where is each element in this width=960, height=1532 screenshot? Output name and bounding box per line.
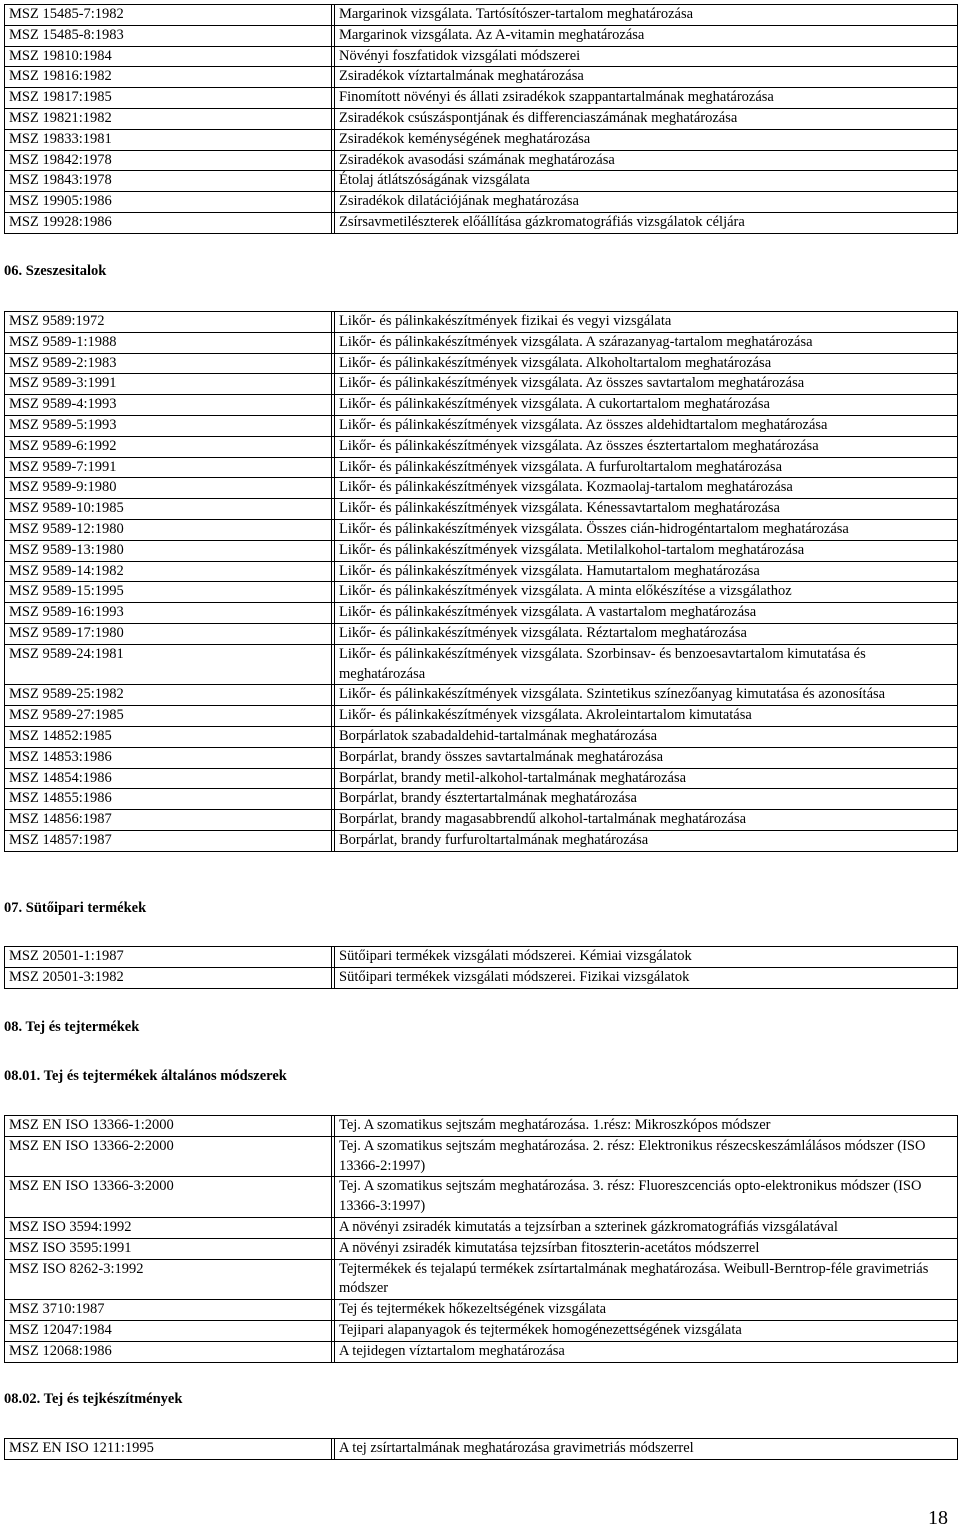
standard-title: Zsiradékok csúszáspontjának és differenciaszámának meghatározása: [335, 108, 958, 129]
table-row: [5, 395, 958, 416]
table-row: [5, 1217, 958, 1238]
table-row: [5, 623, 958, 644]
standard-title: Likőr- és pálinkakészítmények vizsgálata. A minta előkészítése a vizsgálathoz: [335, 582, 958, 603]
standard-title: Zsiradékok avasodási számának meghatározása: [335, 150, 958, 171]
table-section-top: [4, 4, 958, 234]
table-row: [5, 967, 958, 988]
standard-title: Likőr- és pálinkakészítmények vizsgálata. Kozmaolaj-tartalom meghatározása: [335, 478, 958, 499]
standard-code: MSZ EN ISO 13366-1:2000: [5, 1116, 332, 1137]
standard-code: MSZ 19928:1986: [5, 212, 332, 233]
section-heading-06: 06. Szeszesitalok: [4, 263, 107, 279]
table-row: [5, 685, 958, 706]
table-row: [5, 192, 958, 213]
table-row: [5, 353, 958, 374]
standard-title: Likőr- és pálinkakészítmények vizsgálata. A cukortartalom meghatározása: [335, 395, 958, 416]
table-row: [5, 457, 958, 478]
table-row: [5, 603, 958, 624]
table-section-0801: [4, 1115, 958, 1363]
section-heading-0801: 08.01. Tej és tejtermékek általános módszerek: [4, 1068, 287, 1084]
table-row: [5, 830, 958, 851]
standard-title: Tejipari alapanyagok és tejtermékek homogénezettségének vizsgálata: [335, 1320, 958, 1341]
standard-title: Likőr- és pálinkakészítmények vizsgálata. Az összes savtartalom meghatározása: [335, 374, 958, 395]
table-row: [5, 67, 958, 88]
standard-title: Borpárlat, brandy magasabbrendű alkohol-tartalmának meghatározása: [335, 810, 958, 831]
table-row: [5, 129, 958, 150]
table-row: [5, 312, 958, 333]
standard-title: Likőr- és pálinkakészítmények vizsgálata. Réztartalom meghatározása: [335, 623, 958, 644]
standard-title: Borpárlatok szabadaldehid-tartalmának meghatározása: [335, 726, 958, 747]
standard-title: Likőr- és pálinkakészítmények vizsgálata. Az összes aldehidtartalom meghatározása: [335, 415, 958, 436]
standard-title: Tej. A szomatikus sejtszám meghatározása. 2. rész: Elektronikus részecskeszámlálásos módszer (ISO 13366-2:1997): [335, 1136, 958, 1177]
standard-title: Finomított növényi és állati zsiradékok szappantartalmának meghatározása: [335, 88, 958, 109]
standards-table: [4, 311, 958, 852]
standard-title: Likőr- és pálinkakészítmények vizsgálata. Összes cián-hidrogéntartalom meghatározása: [335, 519, 958, 540]
standard-code: MSZ 9589-27:1985: [5, 706, 332, 727]
standard-title: Zsiradékok dilatációjának meghatározása: [335, 192, 958, 213]
standard-title: Likőr- és pálinkakészítmények vizsgálata. Akroleintartalom kimutatása: [335, 706, 958, 727]
standard-code: MSZ 19843:1978: [5, 171, 332, 192]
table-row: [5, 810, 958, 831]
standards-table: [4, 946, 958, 989]
standard-code: MSZ 19816:1982: [5, 67, 332, 88]
standard-code: MSZ 9589:1972: [5, 312, 332, 333]
table-row: [5, 499, 958, 520]
standard-code: MSZ 19833:1981: [5, 129, 332, 150]
table-row: [5, 747, 958, 768]
standard-code: MSZ EN ISO 13366-2:2000: [5, 1136, 332, 1177]
standard-title: Étolaj átlátszóságának vizsgálata: [335, 171, 958, 192]
standard-code: MSZ ISO 3594:1992: [5, 1217, 332, 1238]
section-heading-07: 07. Sütőipari termékek: [4, 900, 147, 916]
standard-code: MSZ EN ISO 13366-3:2000: [5, 1177, 332, 1218]
table-row: [5, 212, 958, 233]
standard-title: Likőr- és pálinkakészítmények vizsgálata. Kénessavtartalom meghatározása: [335, 499, 958, 520]
standard-code: MSZ 12047:1984: [5, 1320, 332, 1341]
page-number: 18: [928, 1507, 948, 1529]
standard-code: MSZ 9589-7:1991: [5, 457, 332, 478]
standard-code: MSZ 9589-17:1980: [5, 623, 332, 644]
standard-title: Likőr- és pálinkakészítmények vizsgálata. Alkoholtartalom meghatározása: [335, 353, 958, 374]
standard-title: Borpárlat, brandy összes savtartalmának meghatározása: [335, 747, 958, 768]
standard-code: MSZ 20501-1:1987: [5, 947, 332, 968]
standard-title: Zsírsavmetilészterek előállítása gázkromatográfiás vizsgálatok céljára: [335, 212, 958, 233]
standard-title: Likőr- és pálinkakészítmények vizsgálata. A furfuroltartalom meghatározása: [335, 457, 958, 478]
standard-title: Likőr- és pálinkakészítmények vizsgálata. Metilalkohol-tartalom meghatározása: [335, 540, 958, 561]
table-row: [5, 561, 958, 582]
table-row: [5, 1177, 958, 1218]
table-row: [5, 108, 958, 129]
table-row: [5, 947, 958, 968]
standard-code: MSZ 9589-4:1993: [5, 395, 332, 416]
standard-code: MSZ 12068:1986: [5, 1341, 332, 1362]
table-row: [5, 1439, 958, 1460]
standard-code: MSZ 14854:1986: [5, 768, 332, 789]
standard-title: A növényi zsiradék kimutatása tejzsírban fitoszterin-acetátos módszerrel: [335, 1238, 958, 1259]
table-row: [5, 415, 958, 436]
standard-code: MSZ 14856:1987: [5, 810, 332, 831]
standard-code: MSZ ISO 3595:1991: [5, 1238, 332, 1259]
standard-title: Borpárlat, brandy észtertartalmának meghatározása: [335, 789, 958, 810]
table-row: [5, 46, 958, 67]
standard-title: Likőr- és pálinkakészítmények vizsgálata. Szorbinsav- és benzoesavtartalom kimutatása és meghatározása: [335, 644, 958, 685]
standard-code: MSZ 3710:1987: [5, 1300, 332, 1321]
table-row: [5, 519, 958, 540]
table-row: [5, 726, 958, 747]
standard-code: MSZ 9589-14:1982: [5, 561, 332, 582]
standard-code: MSZ 19842:1978: [5, 150, 332, 171]
standard-code: MSZ 14852:1985: [5, 726, 332, 747]
standard-code: MSZ 9589-10:1985: [5, 499, 332, 520]
standard-title: Zsiradékok keménységének meghatározása: [335, 129, 958, 150]
standard-code: MSZ 9589-16:1993: [5, 603, 332, 624]
table-row: [5, 374, 958, 395]
table-row: [5, 1116, 958, 1137]
table-row: [5, 88, 958, 109]
table-row: [5, 332, 958, 353]
standard-title: Sütőipari termékek vizsgálati módszerei. Fizikai vizsgálatok: [335, 967, 958, 988]
standards-table: [4, 4, 958, 234]
standard-code: MSZ 15485-8:1983: [5, 25, 332, 46]
table-row: [5, 1136, 958, 1177]
standard-title: Sütőipari termékek vizsgálati módszerei. Kémiai vizsgálatok: [335, 947, 958, 968]
table-section-06: [4, 311, 958, 852]
standard-title: Margarinok vizsgálata. Az A-vitamin meghatározása: [335, 25, 958, 46]
table-row: [5, 706, 958, 727]
section-heading-08: 08. Tej és tejtermékek: [4, 1019, 140, 1035]
standard-code: MSZ 19905:1986: [5, 192, 332, 213]
standard-title: Tej és tejtermékek hőkezeltségének vizsgálata: [335, 1300, 958, 1321]
table-row: [5, 5, 958, 26]
standard-title: Likőr- és pálinkakészítmények fizikai és vegyi vizsgálata: [335, 312, 958, 333]
standard-code: MSZ EN ISO 1211:1995: [5, 1439, 332, 1460]
standard-code: MSZ 9589-5:1993: [5, 415, 332, 436]
standard-code: MSZ 9589-13:1980: [5, 540, 332, 561]
table-row: [5, 644, 958, 685]
standard-code: MSZ 9589-12:1980: [5, 519, 332, 540]
standard-code: MSZ 9589-6:1992: [5, 436, 332, 457]
standard-title: Tejtermékek és tejalapú termékek zsírtartalmának meghatározása. Weibull-Berntrop-féle gravimetriás módszer: [335, 1259, 958, 1300]
standard-code: MSZ 9589-9:1980: [5, 478, 332, 499]
table-row: [5, 436, 958, 457]
standard-code: MSZ 15485-7:1982: [5, 5, 332, 26]
table-row: [5, 171, 958, 192]
standard-title: Margarinok vizsgálata. Tartósítószer-tartalom meghatározása: [335, 5, 958, 26]
table-row: [5, 582, 958, 603]
table-row: [5, 1259, 958, 1300]
standards-table: [4, 1115, 958, 1363]
standard-code: MSZ 19810:1984: [5, 46, 332, 67]
standard-title: Tej. A szomatikus sejtszám meghatározása. 3. rész: Fluoreszcenciás opto-elektronikus módszer (ISO 13366-3:1997): [335, 1177, 958, 1218]
table-row: [5, 1341, 958, 1362]
standard-title: Likőr- és pálinkakészítmények vizsgálata. A vastartalom meghatározása: [335, 603, 958, 624]
standard-title: Borpárlat, brandy furfuroltartalmának meghatározása: [335, 830, 958, 851]
standard-code: MSZ 9589-3:1991: [5, 374, 332, 395]
standard-code: MSZ 9589-25:1982: [5, 685, 332, 706]
standard-title: A tej zsírtartalmának meghatározása gravimetriás módszerrel: [335, 1439, 958, 1460]
table-row: [5, 150, 958, 171]
standard-code: MSZ ISO 8262-3:1992: [5, 1259, 332, 1300]
standard-title: Likőr- és pálinkakészítmények vizsgálata. Szintetikus színezőanyag kimutatása és azonosítása: [335, 685, 958, 706]
standard-title: Likőr- és pálinkakészítmények vizsgálata. A szárazanyag-tartalom meghatározása: [335, 332, 958, 353]
table-row: [5, 25, 958, 46]
table-row: [5, 1238, 958, 1259]
standard-code: MSZ 9589-15:1995: [5, 582, 332, 603]
table-section-0802: [4, 1438, 958, 1460]
table-row: [5, 1300, 958, 1321]
standard-title: Tej. A szomatikus sejtszám meghatározása. 1.rész: Mikroszkópos módszer: [335, 1116, 958, 1137]
standard-code: MSZ 14855:1986: [5, 789, 332, 810]
standard-title: Borpárlat, brandy metil-alkohol-tartalmának meghatározása: [335, 768, 958, 789]
table-row: [5, 1320, 958, 1341]
standard-title: Növényi foszfatidok vizsgálati módszerei: [335, 46, 958, 67]
table-row: [5, 540, 958, 561]
standard-code: MSZ 19817:1985: [5, 88, 332, 109]
table-row: [5, 768, 958, 789]
standard-code: MSZ 20501-3:1982: [5, 967, 332, 988]
standard-code: MSZ 9589-2:1983: [5, 353, 332, 374]
standard-code: MSZ 9589-1:1988: [5, 332, 332, 353]
standard-title: Zsiradékok víztartalmának meghatározása: [335, 67, 958, 88]
standard-code: MSZ 14853:1986: [5, 747, 332, 768]
table-row: [5, 478, 958, 499]
standard-code: MSZ 9589-24:1981: [5, 644, 332, 685]
standard-title: A tejidegen víztartalom meghatározása: [335, 1341, 958, 1362]
table-section-07: [4, 946, 958, 989]
standard-title: Likőr- és pálinkakészítmények vizsgálata. Hamutartalom meghatározása: [335, 561, 958, 582]
standards-table: [4, 1438, 958, 1460]
standard-title: A növényi zsiradék kimutatás a tejzsírban a szterinek gázkromatográfiás vizsgálatával: [335, 1217, 958, 1238]
standard-title: Likőr- és pálinkakészítmények vizsgálata. Az összes észtertartalom meghatározása: [335, 436, 958, 457]
standard-code: MSZ 19821:1982: [5, 108, 332, 129]
table-row: [5, 789, 958, 810]
section-heading-0802: 08.02. Tej és tejkészítmények: [4, 1391, 183, 1407]
standard-code: MSZ 14857:1987: [5, 830, 332, 851]
